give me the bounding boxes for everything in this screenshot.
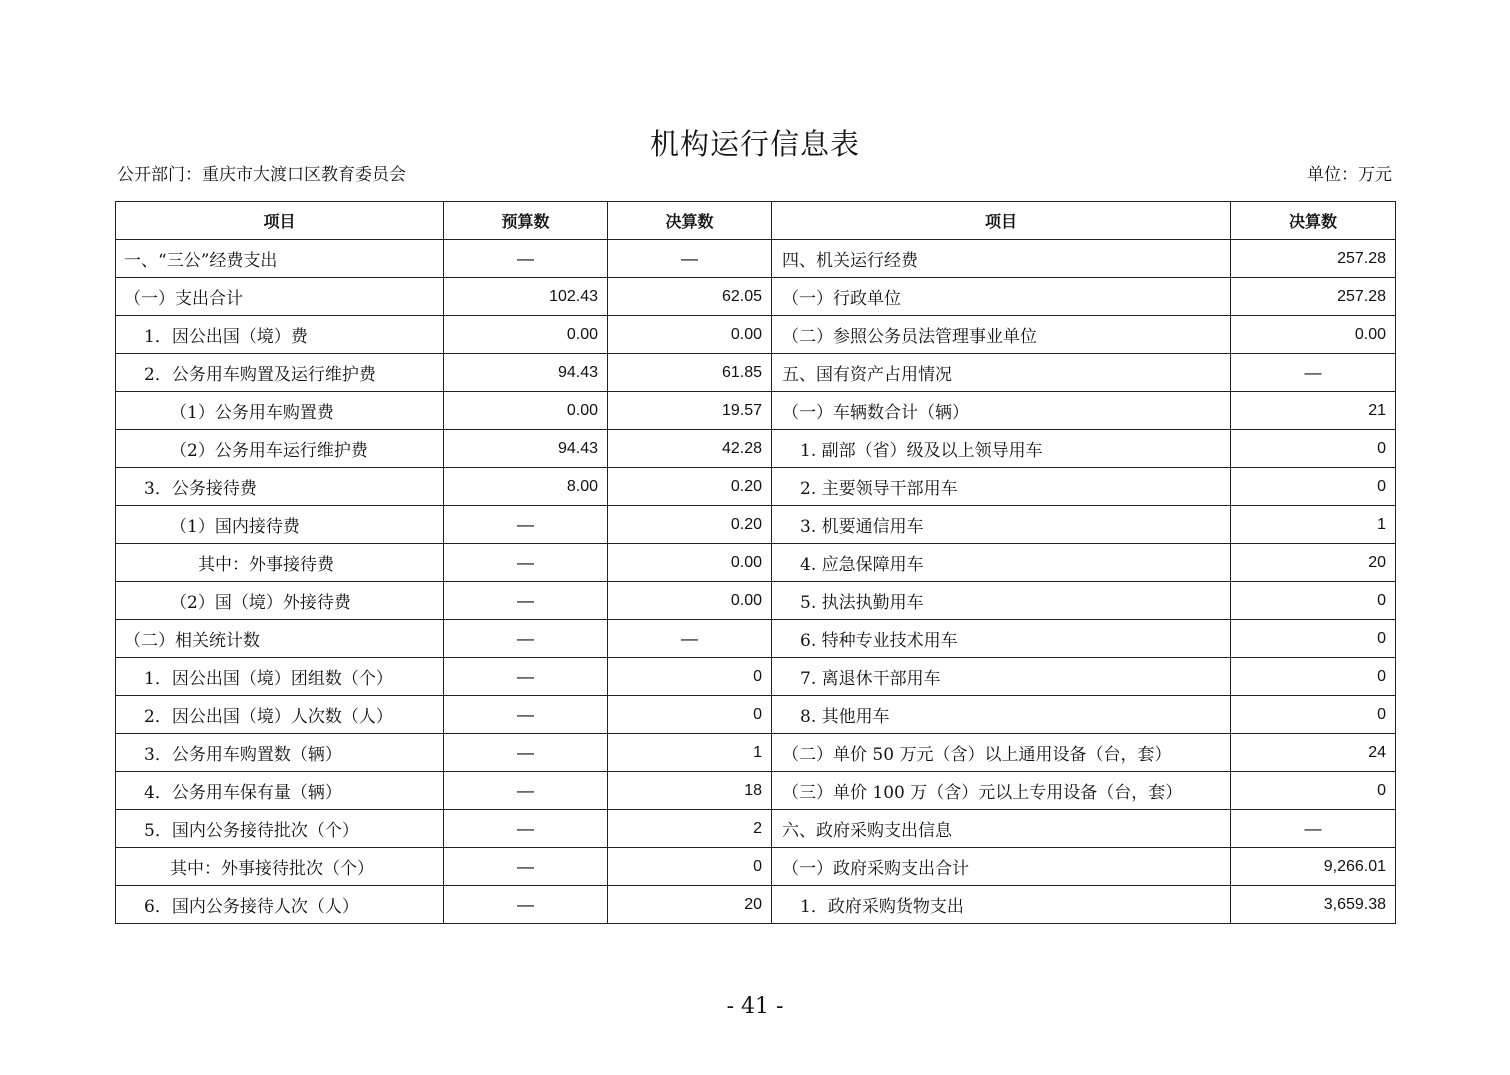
left-item-cell: （一）支出合计 [116, 278, 444, 316]
header-actual-left: 决算数 [608, 202, 772, 240]
actual-cell: 62.05 [608, 278, 772, 316]
table-row [116, 620, 1396, 658]
budget-cell: — [444, 658, 608, 696]
right-value-cell: 0 [1231, 772, 1396, 810]
budget-cell: — [444, 240, 608, 278]
actual-cell: 42.28 [608, 430, 772, 468]
right-item-cell: （一）车辆数合计（辆） [772, 392, 1231, 430]
table-row [116, 658, 1396, 696]
right-item-cell: 六、政府采购支出信息 [772, 810, 1231, 848]
right-value-cell: 0 [1231, 468, 1396, 506]
right-value-cell: — [1231, 354, 1396, 392]
left-item-cell: （2）公务用车运行维护费 [116, 430, 444, 468]
actual-cell: 61.85 [608, 354, 772, 392]
right-item-cell: 4. 应急保障用车 [772, 544, 1231, 582]
header-actual-right: 决算数 [1231, 202, 1396, 240]
actual-cell: 0 [608, 848, 772, 886]
right-item-cell: （二）参照公务员法管理事业单位 [772, 316, 1231, 354]
left-item-cell: （1）公务用车购置费 [116, 392, 444, 430]
right-value-cell: 21 [1231, 392, 1396, 430]
budget-cell: 102.43 [444, 278, 608, 316]
right-value-cell: 0 [1231, 582, 1396, 620]
right-item-cell: 6. 特种专业技术用车 [772, 620, 1231, 658]
left-item-cell: 3．公务接待费 [116, 468, 444, 506]
right-item-cell: （二）单价 50 万元（含）以上通用设备（台，套） [772, 734, 1231, 772]
budget-cell: — [444, 810, 608, 848]
right-value-cell: 0 [1231, 658, 1396, 696]
right-value-cell: — [1231, 810, 1396, 848]
table-row [116, 544, 1396, 582]
right-item-cell: （一）政府采购支出合计 [772, 848, 1231, 886]
header-item-left: 项目 [116, 202, 444, 240]
actual-cell: 19.57 [608, 392, 772, 430]
right-item-cell: 5. 执法执勤用车 [772, 582, 1231, 620]
actual-cell: 18 [608, 772, 772, 810]
left-item-cell: （1）国内接待费 [116, 506, 444, 544]
budget-cell: 0.00 [444, 392, 608, 430]
left-item-cell: 5．国内公务接待批次（个） [116, 810, 444, 848]
budget-cell: — [444, 886, 608, 924]
right-item-cell: 3. 机要通信用车 [772, 506, 1231, 544]
left-item-cell: 4．公务用车保有量（辆） [116, 772, 444, 810]
left-item-cell: 其中：外事接待费 [116, 544, 444, 582]
info-table [115, 201, 1396, 924]
left-item-cell: （二）相关统计数 [116, 620, 444, 658]
department-label: 公开部门：重庆市大渡口区教育委员会 [117, 165, 406, 185]
left-item-cell: 一、“三公”经费支出 [116, 240, 444, 278]
budget-cell: — [444, 506, 608, 544]
table-row [116, 886, 1396, 924]
right-item-cell: 四、机关运行经费 [772, 240, 1231, 278]
budget-cell: 94.43 [444, 430, 608, 468]
actual-cell: — [608, 240, 772, 278]
actual-cell: 0.20 [608, 506, 772, 544]
budget-cell: 0.00 [444, 316, 608, 354]
table-row [116, 506, 1396, 544]
left-item-cell: 1．因公出国（境）费 [116, 316, 444, 354]
right-value-cell: 3,659.38 [1231, 886, 1396, 924]
left-item-cell: 6．国内公务接待人次（人） [116, 886, 444, 924]
right-value-cell: 0 [1231, 620, 1396, 658]
actual-cell: 0.00 [608, 544, 772, 582]
right-item-cell: 7. 离退休干部用车 [772, 658, 1231, 696]
table-row [116, 696, 1396, 734]
right-item-cell: 五、国有资产占用情况 [772, 354, 1231, 392]
actual-cell: 0 [608, 658, 772, 696]
right-value-cell: 20 [1231, 544, 1396, 582]
left-item-cell: 2．因公出国（境）人次数（人） [116, 696, 444, 734]
right-item-cell: 1. 副部（省）级及以上领导用车 [772, 430, 1231, 468]
table-row [116, 392, 1396, 430]
left-item-cell: 1．因公出国（境）团组数（个） [116, 658, 444, 696]
actual-cell: 2 [608, 810, 772, 848]
right-value-cell: 9,266.01 [1231, 848, 1396, 886]
table-row [116, 240, 1396, 278]
actual-cell: 1 [608, 734, 772, 772]
budget-cell: — [444, 620, 608, 658]
right-value-cell: 257.28 [1231, 240, 1396, 278]
budget-cell: 8.00 [444, 468, 608, 506]
table-row [116, 278, 1396, 316]
table-body [116, 240, 1396, 924]
right-item-cell: 2. 主要领导干部用车 [772, 468, 1231, 506]
table-row [116, 734, 1396, 772]
page-number: - 41 - [726, 994, 784, 1019]
actual-cell: 20 [608, 886, 772, 924]
actual-cell: 0.20 [608, 468, 772, 506]
actual-cell: — [608, 620, 772, 658]
left-item-cell: （2）国（境）外接待费 [116, 582, 444, 620]
right-value-cell: 0.00 [1231, 316, 1396, 354]
right-item-cell: 1．政府采购货物支出 [772, 886, 1231, 924]
actual-cell: 0 [608, 696, 772, 734]
budget-cell: — [444, 772, 608, 810]
table-header-row [116, 202, 1396, 240]
page-title: 机构运行信息表 [649, 127, 860, 161]
actual-cell: 0.00 [608, 316, 772, 354]
right-value-cell: 257.28 [1231, 278, 1396, 316]
right-item-cell: （一）行政单位 [772, 278, 1231, 316]
table-row [116, 316, 1396, 354]
right-value-cell: 1 [1231, 506, 1396, 544]
right-value-cell: 0 [1231, 430, 1396, 468]
budget-cell: — [444, 848, 608, 886]
table-row [116, 354, 1396, 392]
table-row [116, 582, 1396, 620]
actual-cell: 0.00 [608, 582, 772, 620]
right-item-cell: 8. 其他用车 [772, 696, 1231, 734]
left-item-cell: 2．公务用车购置及运行维护费 [116, 354, 444, 392]
table-row [116, 430, 1396, 468]
table-row [116, 772, 1396, 810]
right-value-cell: 0 [1231, 696, 1396, 734]
left-item-cell: 其中：外事接待批次（个） [116, 848, 444, 886]
unit-label: 单位：万元 [1307, 165, 1392, 185]
budget-cell: — [444, 734, 608, 772]
budget-cell: — [444, 582, 608, 620]
budget-cell: — [444, 696, 608, 734]
table-row [116, 810, 1396, 848]
table-row [116, 468, 1396, 506]
table-row [116, 848, 1396, 886]
budget-cell: — [444, 544, 608, 582]
left-item-cell: 3．公务用车购置数（辆） [116, 734, 444, 772]
header-budget: 预算数 [444, 202, 608, 240]
right-value-cell: 24 [1231, 734, 1396, 772]
right-item-cell: （三）单价 100 万（含）元以上专用设备（台，套） [772, 772, 1231, 810]
header-item-right: 项目 [772, 202, 1231, 240]
budget-cell: 94.43 [444, 354, 608, 392]
